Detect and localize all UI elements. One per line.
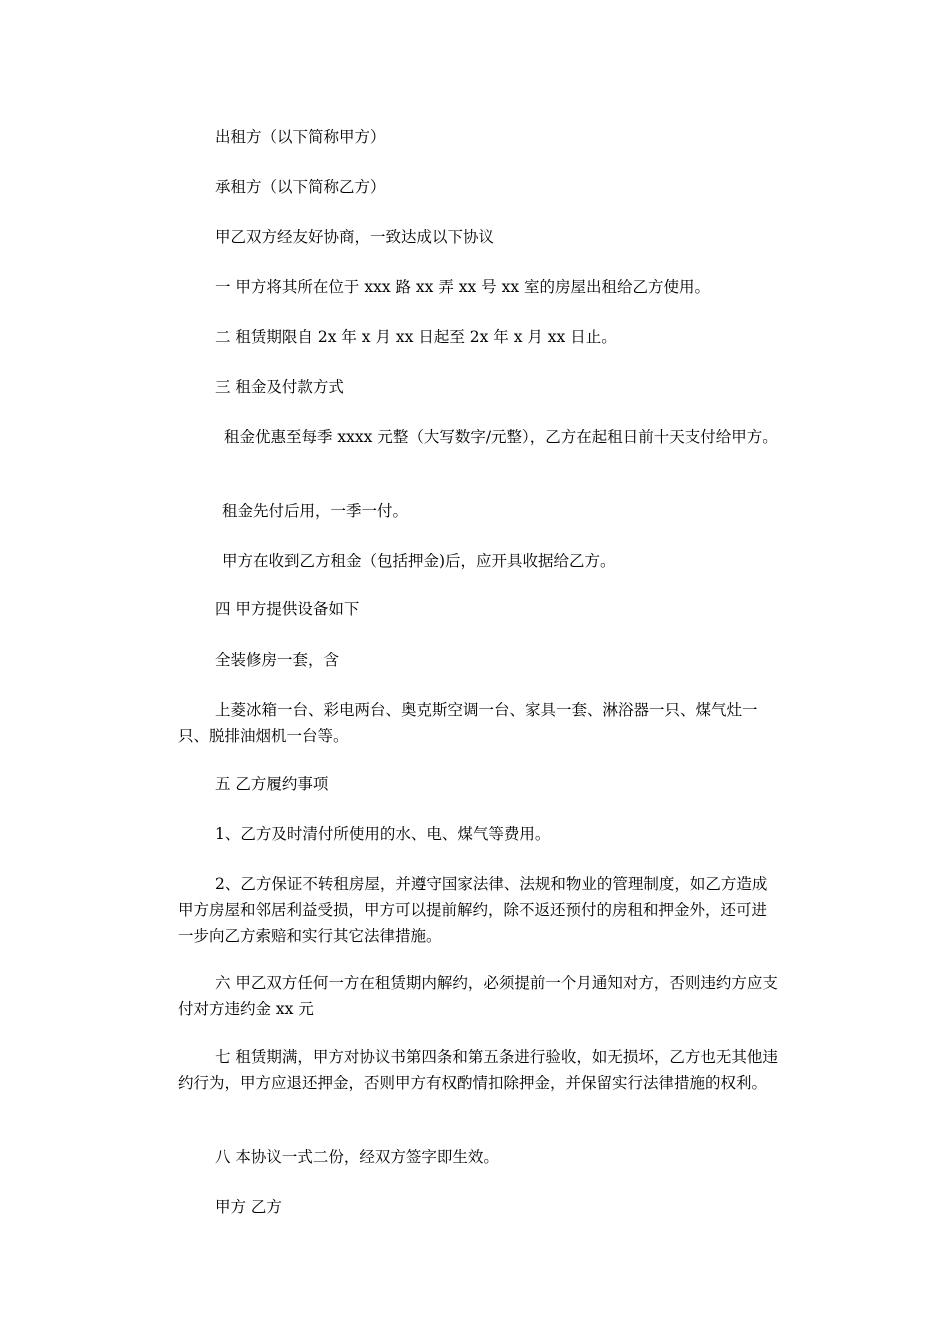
clause-2: 二 租赁期限自 2x 年 x 月 xx 日起至 2x 年 x 月 xx 日止。 <box>215 328 617 346</box>
clause-1: 一 甲方将其所在位于 xxx 路 xx 弄 xx 号 xx 室的房屋出租给乙方使用。 <box>215 278 711 296</box>
clause-3-receipt: 甲方在收到乙方租金（包括押金)后，应开具收据给乙方。 <box>222 552 616 570</box>
lessee-line: 承租方（以下简称乙方） <box>215 178 386 196</box>
clause-3-rent-amount: 租金优惠至每季 xxxx 元整（大写数字/元整），乙方在起租日前十天支付给甲方。 <box>224 428 778 446</box>
clause-3-payment-schedule: 租金先付后用，一季一付。 <box>222 502 409 520</box>
clause-4-furnishing: 全装修房一套，含 <box>215 651 340 669</box>
clause-8: 八 本协议一式二份，经双方签字即生效。 <box>215 1148 499 1166</box>
clause-5-item-2: 2、乙方保证不转租房屋，并遵守国家法律、法规和物业的管理制度，如乙方造成甲方房屋和邻居利益受损，甲方可以提前解约，除不返还预付的房租和押金外，还可进一步向乙方索赔和实行其它法律措施。 <box>178 875 768 945</box>
clause-5-heading: 五 乙方履约事项 <box>215 775 329 793</box>
signature-line: 甲方 乙方 <box>215 1198 282 1216</box>
agreement-intro: 甲乙双方经友好协商，一致达成以下协议 <box>215 228 495 246</box>
lessor-line: 出租方（以下简称甲方） <box>215 128 386 146</box>
clause-4-equipment-list: 上菱冰箱一台、彩电两台、奥克斯空调一台、家具一套、淋浴器一只、煤气灶一只、脱排油烟机一台等。 <box>178 701 758 745</box>
clause-6: 六 甲乙双方任何一方在租赁期内解约，必须提前一个月通知对方，否则违约方应支付对方违约金 xx 元 <box>178 974 778 1018</box>
clause-4-heading: 四 甲方提供设备如下 <box>215 600 360 618</box>
clause-3-heading: 三 租金及付款方式 <box>215 378 344 396</box>
clause-5-item-1: 1、乙方及时清付所使用的水、电、煤气等费用。 <box>215 825 551 843</box>
clause-7: 七 租赁期满，甲方对协议书第四条和第五条进行验收，如无损坏，乙方也无其他违约行为，甲方应退还押金，否则甲方有权酌情扣除押金，并保留实行法律措施的权利。 <box>178 1048 778 1092</box>
